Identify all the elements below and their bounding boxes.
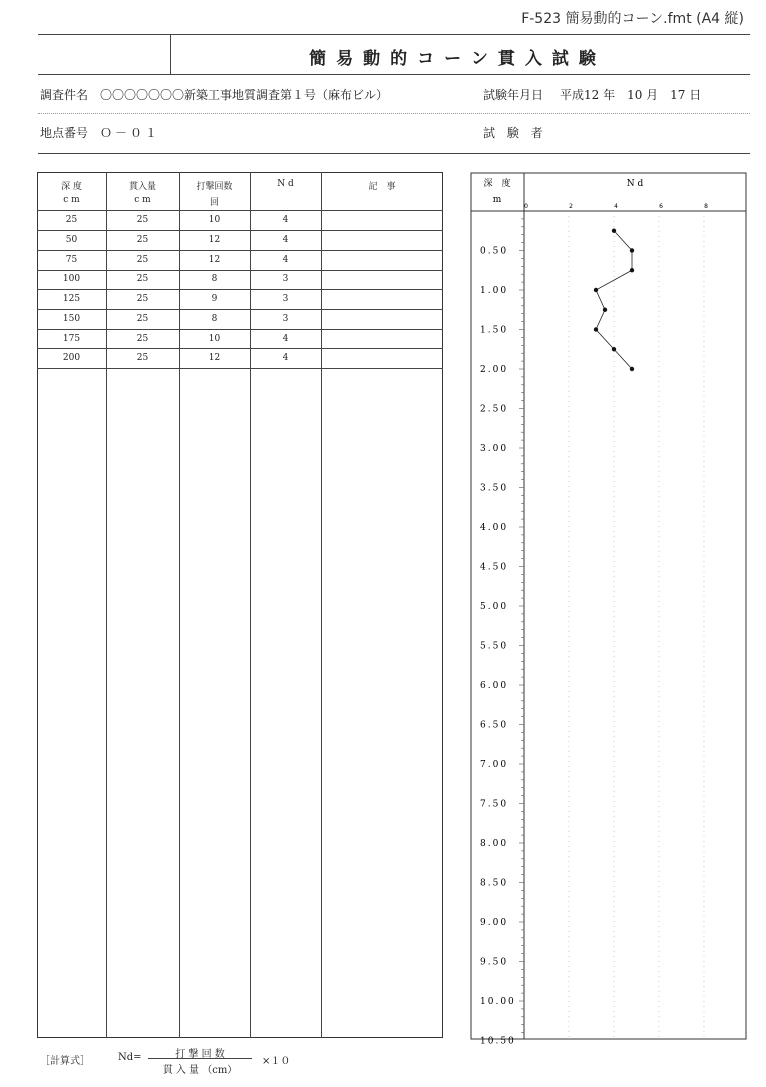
formula-multiplier: ×１０	[262, 1056, 291, 1067]
header-blows-unit: 回	[209, 198, 219, 208]
cell-depth: 75	[65, 255, 78, 265]
chart-y-tick-label: 6.50	[480, 720, 509, 731]
test-date: 平成12 年 10 月 17 日	[560, 88, 702, 102]
chart-y-tick-label: 7.50	[480, 799, 509, 810]
cell-blows: 12	[208, 235, 221, 245]
nd-data-point	[594, 327, 598, 331]
chart-y-tick-label: 8.00	[480, 839, 509, 849]
point-value: Ｏ－０１	[100, 126, 161, 140]
chart-depth-unit: m	[492, 195, 502, 205]
chart-y-tick-label: 6.00	[480, 681, 509, 691]
cell-depth: 175	[62, 334, 81, 344]
nd-data-point	[630, 268, 634, 272]
cell-penetration: 25	[136, 334, 149, 344]
chart-y-tick-label: 4.00	[480, 523, 509, 533]
cell-nd: 3	[282, 274, 289, 284]
cell-blows: 12	[208, 353, 221, 363]
chart-y-tick-label: 9.50	[480, 957, 509, 968]
cell-nd: 3	[282, 314, 289, 324]
cell-penetration: 25	[136, 255, 149, 265]
cell-nd: 4	[282, 235, 289, 245]
chart-y-tick-label: 9.00	[480, 918, 509, 928]
chart-y-tick-label: 4.50	[480, 562, 509, 573]
chart-y-tick-label: 5.00	[480, 602, 509, 612]
chart-y-tick-label: 1.50	[480, 325, 509, 336]
cell-depth: 125	[62, 294, 81, 304]
chart-y-tick-label: 2.00	[480, 365, 509, 375]
nd-data-point	[630, 248, 634, 252]
chart-x-tick-label: 4	[614, 203, 618, 210]
cell-nd: 4	[282, 353, 289, 363]
chart-depth-header: 深 度	[483, 179, 511, 189]
nd-data-point	[603, 308, 607, 312]
chart-y-tick-label: 2.50	[480, 404, 509, 415]
chart-y-tick-label: 10.50	[480, 1036, 516, 1047]
chart-nd-header: N d	[626, 179, 644, 189]
chart-y-tick-label: 10.00	[480, 997, 516, 1007]
formula-numerator: 打 撃 回 数	[175, 1049, 225, 1060]
cell-nd: 4	[282, 255, 289, 265]
cell-blows: 9	[211, 294, 218, 304]
header-nd: N d	[277, 179, 294, 189]
cell-penetration: 25	[136, 294, 149, 304]
nd-data-point	[594, 288, 598, 292]
cell-blows: 10	[208, 334, 221, 344]
cell-penetration: 25	[136, 235, 149, 245]
cell-blows: 8	[211, 314, 218, 324]
tester-label: 試 験 者	[483, 126, 547, 140]
nd-data-point	[612, 347, 616, 351]
header-penetration-unit: c m	[134, 195, 151, 205]
chart-y-tick-label: 8.50	[480, 878, 509, 889]
form-code: F-523 簡易動的コーン.fmt (A4 縦)	[521, 11, 744, 27]
chart-x-tick-label: 6	[659, 203, 663, 210]
cell-depth: 150	[62, 314, 81, 324]
header-remarks: 記 事	[368, 182, 396, 192]
chart-y-tick-label: 3.50	[480, 483, 509, 494]
cell-penetration: 25	[136, 274, 149, 284]
nd-data-point	[630, 367, 634, 371]
cell-nd: 3	[282, 294, 289, 304]
header-depth-unit: c m	[63, 195, 80, 205]
cell-blows: 10	[208, 215, 221, 225]
cell-blows: 8	[211, 274, 218, 284]
nd-data-point	[612, 229, 616, 233]
formula-fraction-bar	[148, 1058, 252, 1059]
chart-x-tick-label: 0	[524, 203, 528, 210]
cell-penetration: 25	[136, 314, 149, 324]
cell-penetration: 25	[136, 353, 149, 363]
header-penetration: 貫入量	[128, 182, 156, 192]
cell-depth: 25	[65, 215, 78, 225]
cell-penetration: 25	[136, 215, 149, 225]
test-date-label: 試験年月日	[483, 88, 544, 102]
cell-depth: 100	[62, 274, 81, 284]
chart-y-tick-label: 3.00	[480, 444, 509, 454]
point-label: 地点番号	[40, 126, 89, 140]
chart-y-tick-label: 1.00	[480, 286, 509, 296]
cell-nd: 4	[282, 215, 289, 225]
survey-name-label: 調査件名	[40, 88, 89, 102]
chart-x-tick-label: 8	[704, 203, 708, 210]
chart-y-tick-label: 7.00	[480, 760, 509, 770]
formula-left: Nd=	[118, 1052, 142, 1063]
cell-depth: 50	[65, 235, 78, 245]
chart-y-tick-label: 0.50	[480, 246, 509, 257]
header-blows: 打撃回数	[196, 182, 233, 192]
cell-blows: 12	[208, 255, 221, 265]
formula-denominator: 貫 入 量 （cm）	[162, 1065, 238, 1076]
survey-name: 〇〇〇〇〇〇〇新築工事地質調査第１号（麻布ビル）	[100, 88, 389, 102]
chart-x-tick-label: 2	[569, 203, 573, 210]
page-title: 簡易動的コーン貫入試験	[309, 49, 606, 69]
chart-frame	[471, 173, 746, 1039]
formula-label: ［計算式］	[40, 1056, 90, 1067]
cell-nd: 4	[282, 334, 289, 344]
chart-y-tick-label: 5.50	[480, 641, 509, 652]
header-depth: 深 度	[61, 182, 82, 192]
cell-depth: 200	[62, 353, 81, 363]
